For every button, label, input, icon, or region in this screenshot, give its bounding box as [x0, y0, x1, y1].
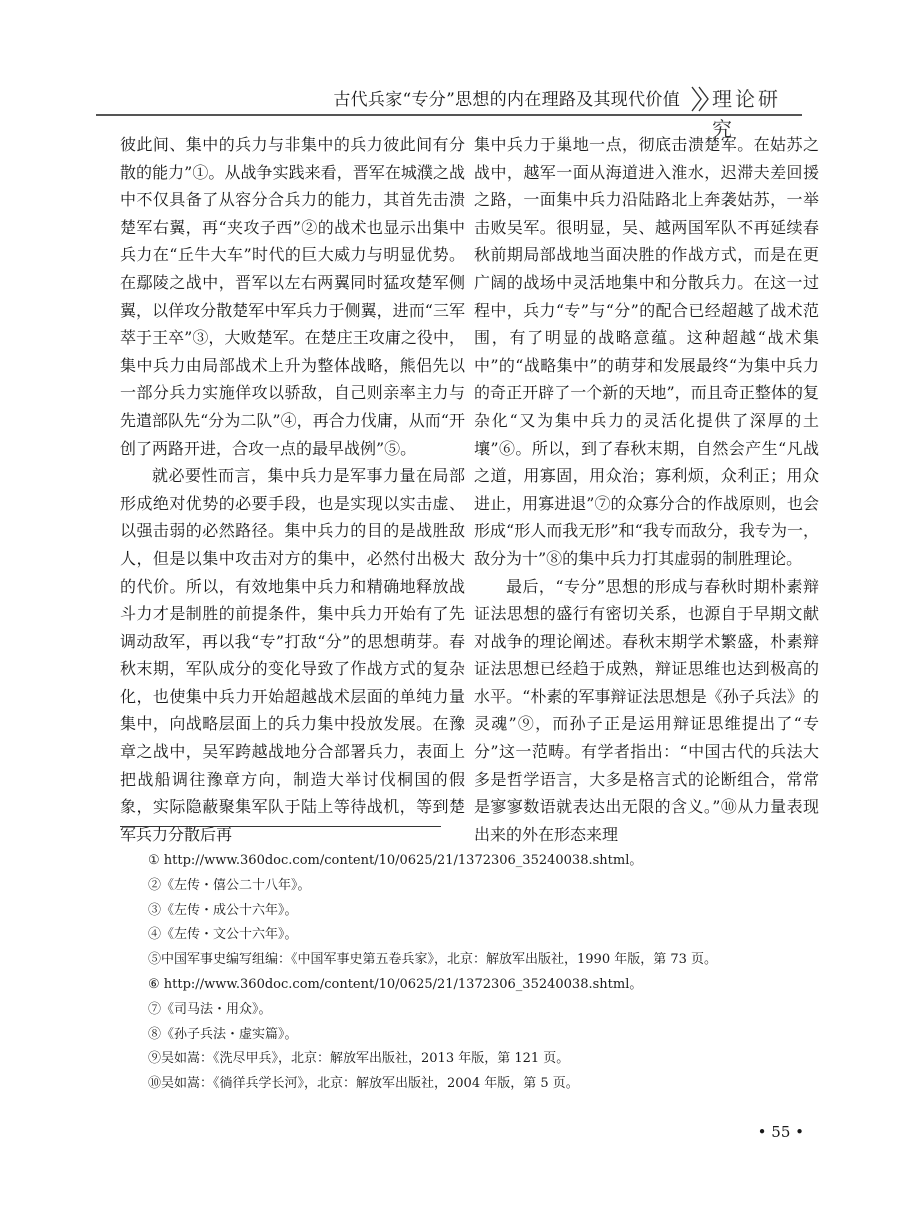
- footnote-8: ⑧《孙子兵法・虚实篇》。: [148, 1026, 298, 1042]
- running-header: [0, 80, 900, 141]
- header-rule: [96, 114, 802, 116]
- left-column: [120, 131, 465, 848]
- footnote-3: ③《左传・成公十六年》。: [148, 902, 298, 918]
- footnote-6: ⑥ http://www.360doc.com/content/10/0625/21/1372306_35240038.shtml。: [148, 976, 643, 992]
- header-section-label: 理论研究: [712, 87, 781, 141]
- body-paragraph: 彼此间、集中的兵力与非集中的兵力彼此间有分散的能力”①。从战争实践来看，晋军在城濮之战中不仅具备了从容分合兵力的能力，其首先击溃楚军右翼，再“夹攻子西”②的战术也显示出集中兵力在“丘牛大车”时代的巨大威力与明显优势。在鄢陵之战中，晋军以左右两翼同时猛攻楚军侧翼，以佯攻分散楚军中军兵力于侧翼，进而“三军萃于王卒”③，大败楚军。在楚庄王攻庸之役中，集中兵力由局部战术上升为整体战略，熊侣先以一部分兵力实施佯攻以骄敌，自己则亲率主力与先遣部队先“分为二队”④，再合力伐庸，从而“开创了两路开进，合攻一点的最早战例”⑤。: [120, 135, 465, 458]
- footnotes: [148, 849, 808, 1097]
- footnote-10: ⑩吴如嵩：《徜徉兵学长河》，北京：解放军出版社，2004 年版，第 5 页。: [148, 1076, 579, 1092]
- body-paragraph: 集中兵力于巢地一点，彻底击溃楚军。在姑苏之战中，越军一面从海道进入淮水，迟滞夫差回援之路，一面集中兵力沿陆路北上奔袭姑苏，一举击败吴军。很明显，吴、越两国军队不再延续春秋前期局部战地当面决胜的作战方式，而是在更广阔的战场中灵活地集中和分散兵力。在这一过程中，兵力“专”与“分”的配合已经超越了战术范围，有了明显的战略意蕴。这种超越“战术集中”的“战略集中”的萌芽和发展最终“为集中兵力的奇正开辟了一个新的天地”，而且奇正整体的复杂化“又为集中兵力的灵活化提供了深厚的土壤”⑥。所以，到了春秋末期，自然会产生“凡战之道，用寡固，用众治；寡利烦，众利正；用众进止，用寡进退”⑦的众寡分合的作战原则，也会形成“形人而我无形”和“我专而敌分，我专为一，敌分为十”⑧的集中兵力打其虚弱的制胜理论。: [474, 135, 819, 568]
- page-number: • 55 •: [757, 1123, 804, 1141]
- right-column: [474, 131, 819, 848]
- footnote-9: ⑨吴如嵩：《洗尽甲兵》，北京：解放军出版社，2013 年版，第 121 页。: [148, 1051, 570, 1067]
- footnote-4: ④《左传・文公十六年》。: [148, 927, 298, 943]
- body-paragraph: 就必要性而言，集中兵力是军事力量在局部形成绝对优势的必要手段，也是实现以实击虚、以强击弱的必然路径。集中兵力的目的是战胜敌人，但是以集中攻击对方的集中，必然付出极大的代价。所以，有效地集中兵力和精确地释放战斗力才是制胜的前提条件，集中兵力开始有了先调动敌军，再以我“专”打敌“分”的思想萌芽。春秋末期，军队成分的变化导致了作战方式的复杂化，也使集中兵力开始超越战术层面的单纯力量集中，向战略层面上的兵力集中投放发展。在豫章之战中，吴军跨越战地分合部署兵力，表面上把战船调往豫章方向，制造大举讨伐桐国的假象，实际隐蔽聚集军队于陆上等待战机，等到楚军兵力分散后再: [120, 466, 465, 844]
- footnote-7: ⑦《司马法・用众》。: [148, 1001, 272, 1017]
- body-paragraph: 最后，“专分”思想的形成与春秋时期朴素辩证法思想的盛行有密切关系，也源自于早期文献对战争的理论阐述。春秋末期学术繁盛，朴素辩证法思想已经趋于成熟，辩证思维也达到极高的水平。“朴素的军事辩证法思想是《孙子兵法》的灵魂”⑨，而孙子正是运用辩证思维提出了“专分”这一范畴。有学者指出：“中国古代的兵法大多是哲学语言，大多是格言式的论断组合，常常是寥寥数语就表达出无限的含义。”⑩从力量表现出来的外在形态来理: [474, 576, 819, 844]
- double-chevron-icon: [690, 84, 714, 114]
- header-article-title: 古代兵家“专分”思想的内在理路及其现代价值: [333, 90, 680, 110]
- footnote-1: ① http://www.360doc.com/content/10/0625/21/1372306_35240038.shtml。: [148, 853, 643, 868]
- footnote-rule: [120, 826, 441, 827]
- footnote-2: ②《左传・僖公二十八年》。: [148, 877, 311, 893]
- footnote-5: ⑤中国军事史编写组编：《中国军事史第五卷兵家》，北京：解放军出版社，1990 年版，第 73 页。: [148, 952, 718, 968]
